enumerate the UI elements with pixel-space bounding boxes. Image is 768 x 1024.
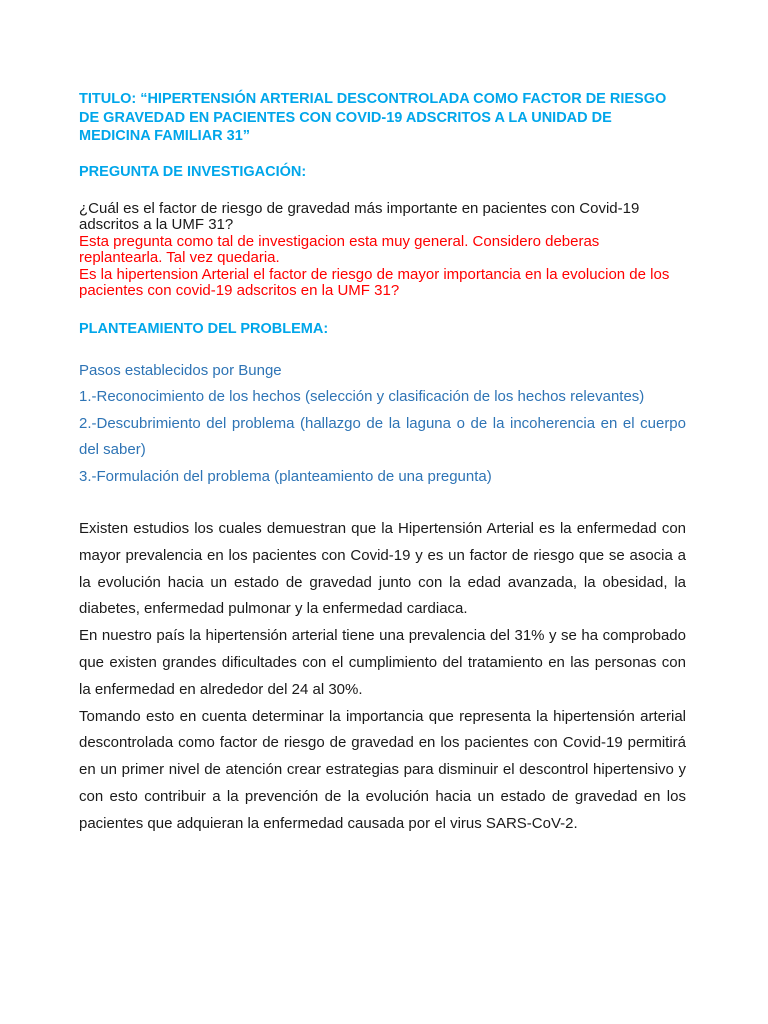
document-title: TITULO: “HIPERTENSIÓN ARTERIAL DESCONTROLADA COMO FACTOR DE RIESGO DE GRAVEDAD EN PACIENTES CON COVID-19 ADSCRITOS A LA UNIDAD DE MEDICINA FAMILIAR 31” [79, 91, 667, 144]
research-question-heading: PREGUNTA DE INVESTIGACIÓN: [79, 163, 307, 180]
step-item: 1.-Reconocimiento de los hechos (selección y clasificación de los hechos relevantes) [79, 388, 645, 405]
body-paragraph: Tomando esto en cuenta determinar la importancia que representa la hipertensión arterial descontrolada como factor de riesgo de gravedad en los pacientes con Covid-19 permitirá en un primer nivel de atención crear estrategias para disminuir el descontrol hipertensivo y con esto contribuir a la prevención de la evolución hacia un estado de gravedad en los pacientes que adquieran la enfermedad causada por el virus SARS-CoV-2. [79, 707, 686, 832]
reviewer-comment: Esta pregunta como tal de investigacion esta muy general. Considero deberas replantearla. Tal vez quedaria. [79, 232, 600, 266]
body-paragraph: Existen estudios los cuales demuestran que la Hipertensión Arterial es la enfermedad con mayor prevalencia en los pacientes con Covid-19 y es un factor de riesgo que se asocia a la evolución hacia un estado de gravedad junto con la edad avanzada, la obesidad, la diabetes, enfermedad pulmonar y la enfermedad cardiaca. [79, 520, 686, 618]
step-item: 3.-Formulación del problema (planteamiento de una pregunta) [79, 467, 492, 485]
steps-intro: Pasos establecidos por Bunge [79, 361, 282, 379]
suggested-question: Es la hipertension Arterial el factor de riesgo de mayor importancia en la evolucion de los pacientes con covid-19 adscritos en la UMF 31? [79, 265, 670, 299]
document-content [79, 90, 686, 838]
problem-statement-heading: PLANTEAMIENTO DEL PROBLEMA: [79, 320, 329, 337]
body-paragraph: En nuestro país la hipertensión arterial tiene una prevalencia del 31% y se ha comprobado que existen grandes dificultades con el cumplimiento del tratamiento en las personas con la enfermedad en alrededor del 24 al 30%. [79, 627, 686, 698]
bunge-steps [79, 358, 686, 491]
research-question-text: ¿Cuál es el factor de riesgo de gravedad más importante en pacientes con Covid-19 adscritos a la UMF 31? [79, 199, 640, 233]
research-question-block [79, 201, 686, 300]
problem-statement-body [79, 516, 686, 838]
step-item: 2.-Descubrimiento del problema (hallazgo de la laguna o de la incoherencia en el cuerpo del saber) [79, 414, 686, 458]
